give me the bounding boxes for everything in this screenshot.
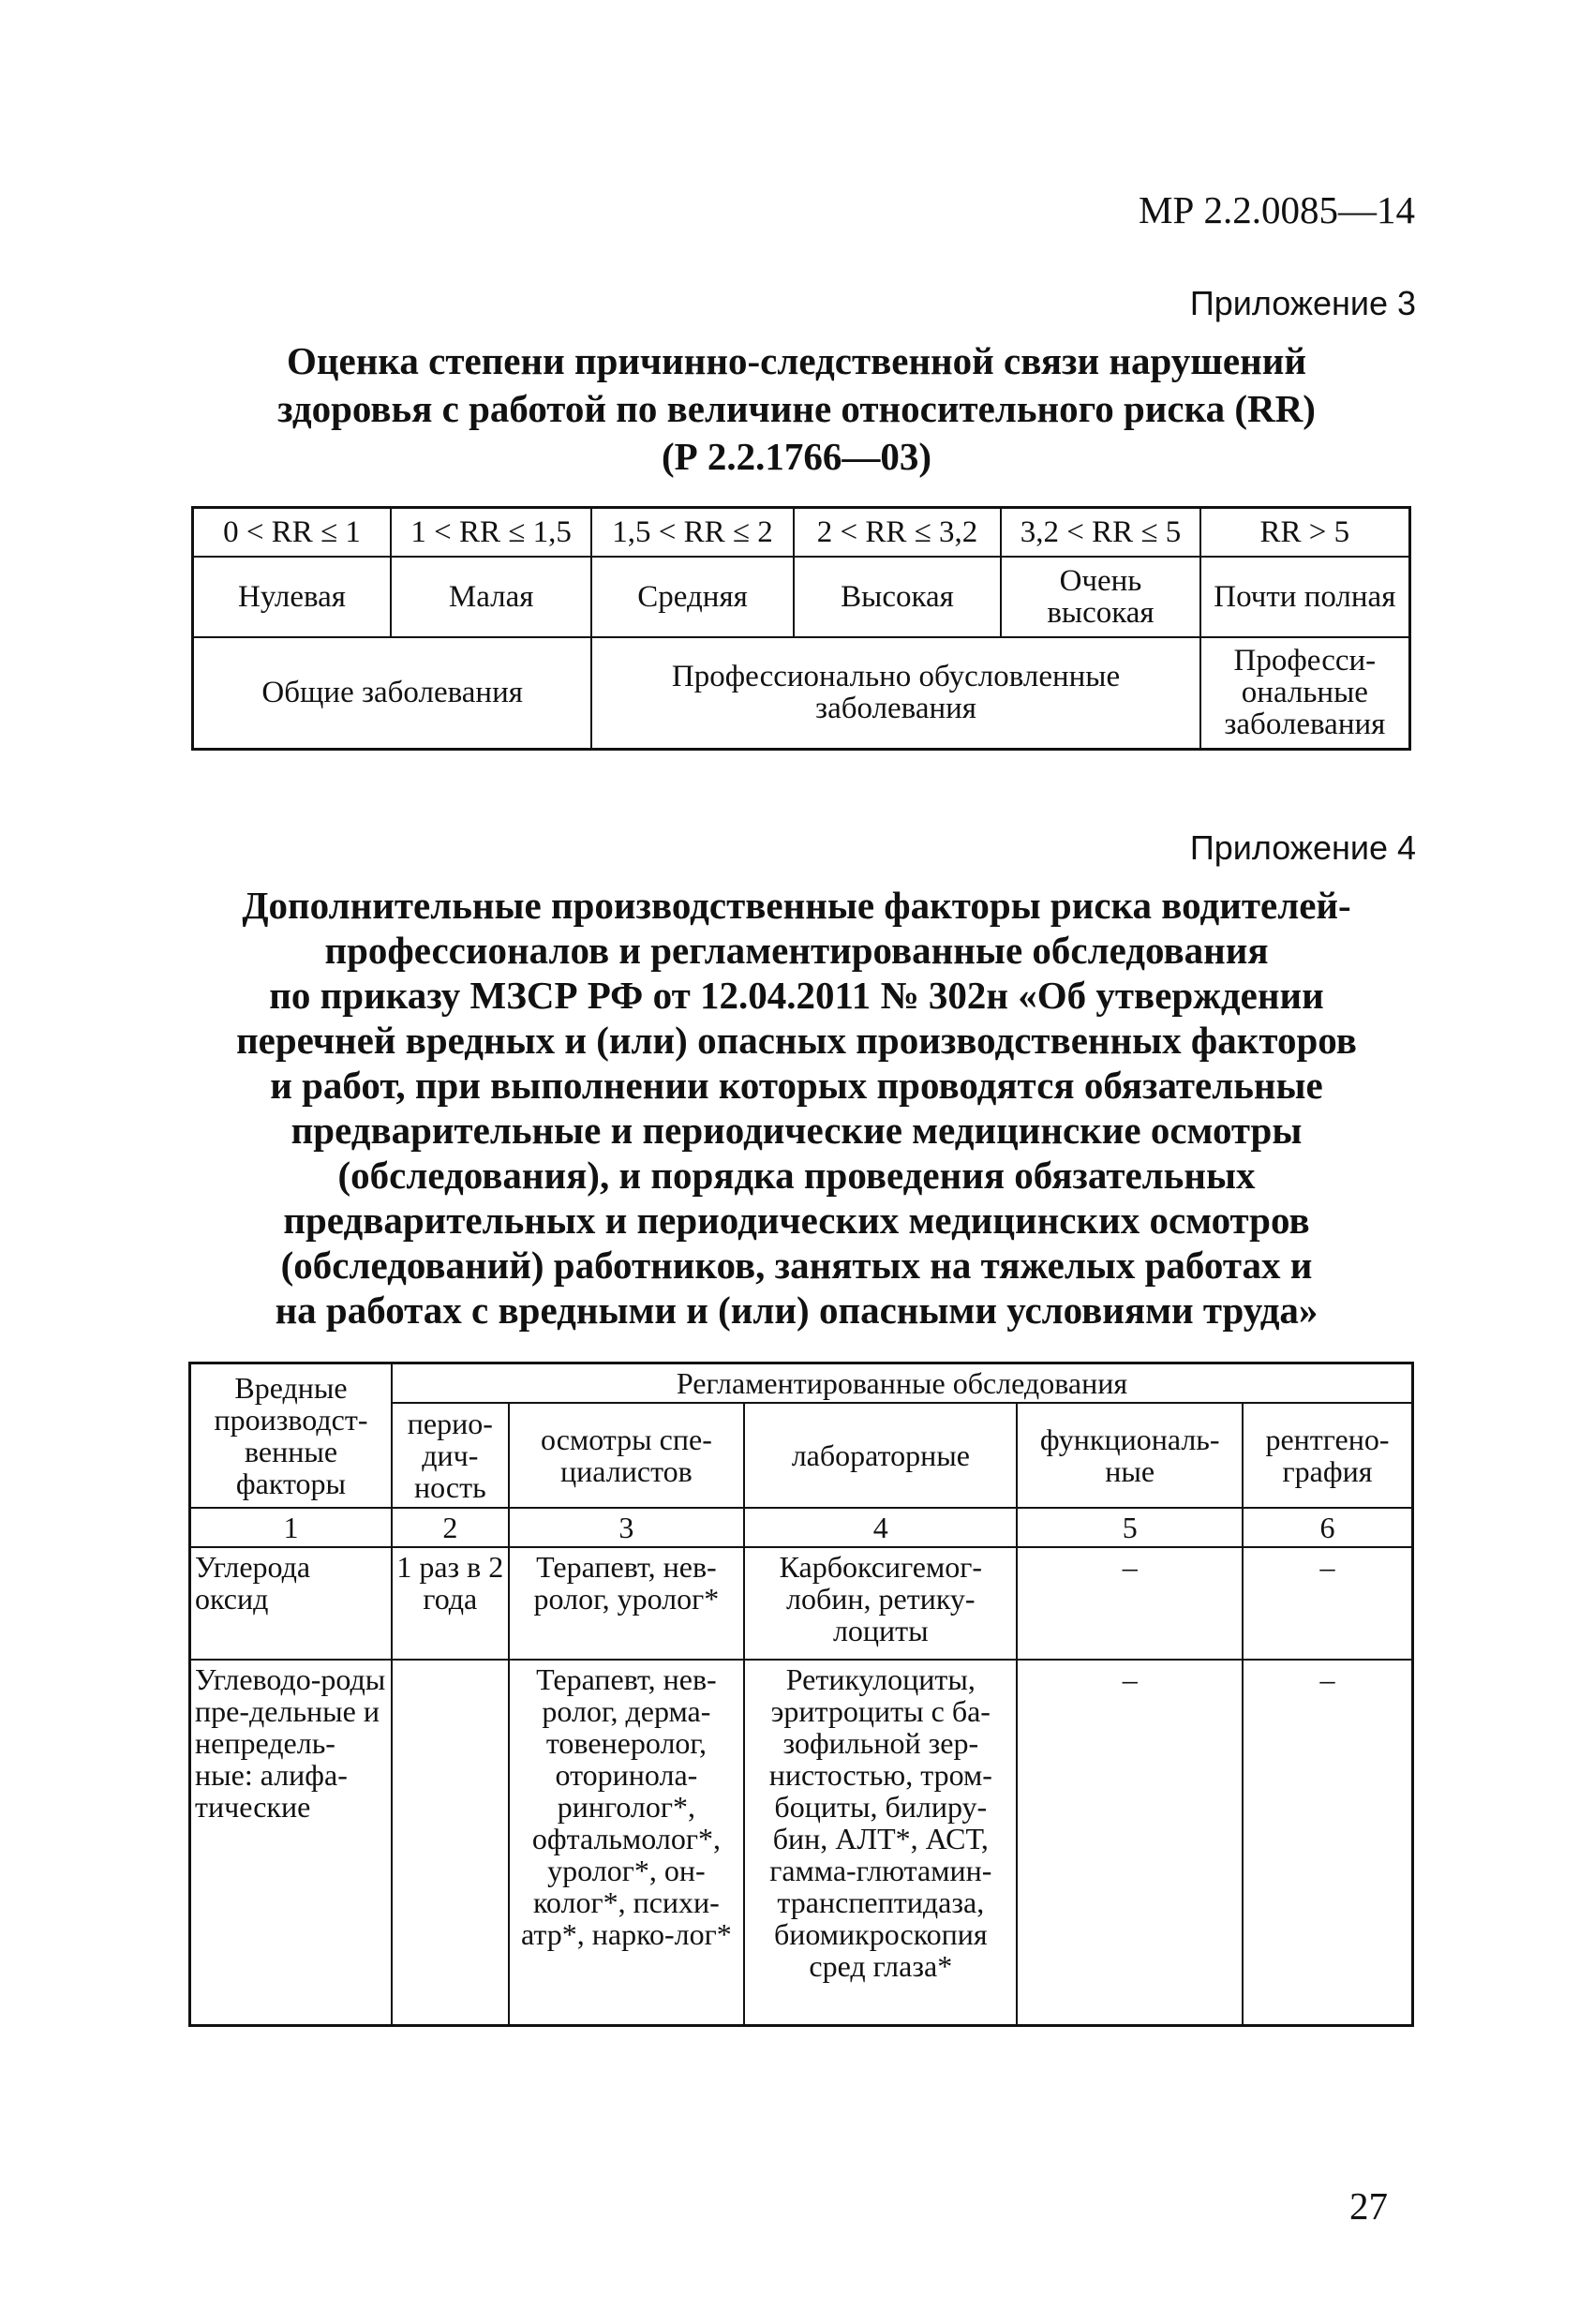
xray-cell: – (1243, 1660, 1413, 2025)
periodicity-cell (392, 1660, 509, 2025)
title-line: Дополнительные производственные факторы риска водителей- (242, 884, 1351, 927)
column-number: 4 (744, 1508, 1017, 1547)
title-line: и работ, при выполнении которых проводятся обязательные (270, 1064, 1323, 1107)
title-line: предварительных и периодических медицинских осмотров (283, 1199, 1310, 1242)
page-number: 27 (1349, 2184, 1388, 2227)
rr-table (191, 506, 1411, 751)
rr-category-cell: Общие заболевания (193, 637, 592, 750)
rr-degree-row (193, 557, 1410, 637)
document-id: МР 2.2.0085—14 (1138, 188, 1415, 231)
column-number: 5 (1017, 1508, 1243, 1547)
rr-degree-cell: Почти полная (1200, 557, 1410, 637)
rr-range-row (193, 508, 1410, 557)
title-line: (обследований) работников, занятых на тяжелых работах и (280, 1244, 1313, 1287)
column-number: 3 (509, 1508, 744, 1547)
title-line: (обследования), и порядка проведения обязательных (337, 1154, 1256, 1197)
title-line: (Р 2.2.1766—03) (661, 435, 932, 478)
header-row (190, 1363, 1413, 1404)
column-number: 1 (190, 1508, 392, 1547)
header-xray: рентгено-графия (1243, 1403, 1413, 1508)
functional-cell: – (1017, 1547, 1243, 1660)
appendix-3-label: Приложение 3 (1189, 284, 1416, 322)
factor-cell: Углеводо-роды пре-дельные и непредель-ные: алифа-тические (190, 1660, 392, 2025)
rr-range-cell: RR > 5 (1200, 508, 1410, 557)
rr-degree-cell: Средняя (591, 557, 793, 637)
rr-range-cell: 1 < RR ≤ 1,5 (391, 508, 591, 557)
header-specialists: осмотры спе-циалистов (509, 1403, 744, 1508)
appendix-4-title (141, 883, 1452, 1333)
risk-factors-table (188, 1362, 1414, 2027)
appendix-4-label: Приложение 4 (1189, 828, 1416, 867)
title-line: здоровья с работой по величине относительного риска (RR) (277, 387, 1316, 430)
functional-cell: – (1017, 1660, 1243, 2025)
header-examinations: Регламентированные обследования (392, 1363, 1413, 1404)
title-line: Оценка степени причинно-следственной связи нарушений (287, 339, 1306, 382)
header-laboratory: лабораторные (744, 1403, 1017, 1508)
header-functional: функциональ-ные (1017, 1403, 1243, 1508)
laboratory-cell: Карбоксигемог-лобин, ретику-лоциты (744, 1547, 1017, 1660)
appendix-3-title (141, 337, 1452, 481)
rr-category-cell: Профессионально обусловленные заболевания (591, 637, 1199, 750)
rr-degree-cell: Малая (391, 557, 591, 637)
laboratory-cell: Ретикулоциты, эритроциты с ба-зофильной зер-нистостью, тром-боциты, билиру-бин, АЛТ*, АСТ, гамма-глютамин-транспептидаза, биомикроскопия сред глаза* (744, 1660, 1017, 2025)
title-line: на работах с вредными и (или) опасными условиями труда» (275, 1289, 1318, 1332)
factor-cell: Углерода оксид (190, 1547, 392, 1660)
specialists-cell: Терапевт, нев-ролог, уролог* (509, 1547, 744, 1660)
rr-category-row (193, 637, 1410, 750)
rr-degree-cell: Нулевая (193, 557, 391, 637)
rr-range-cell: 0 < RR ≤ 1 (193, 508, 391, 557)
rr-category-cell: Професси-ональные заболевания (1200, 637, 1410, 750)
table-row (190, 1660, 1413, 2025)
column-number: 6 (1243, 1508, 1413, 1547)
title-line: предварительные и периодические медицинские осмотры (290, 1109, 1303, 1152)
column-number: 2 (392, 1508, 509, 1547)
table-row (190, 1547, 1413, 1660)
title-line: перечней вредных и (или) опасных производственных факторов (236, 1019, 1357, 1062)
header-periodicity: перио-дич-ность (392, 1403, 509, 1508)
header-factors: Вредные производст-венные факторы (190, 1363, 392, 1509)
specialists-cell: Терапевт, нев-ролог, дерма-товенеролог, оторинола-ринголог*, офтальмолог*, уролог*, он-колог*, психи-атр*, нарко-лог* (509, 1660, 744, 2025)
rr-range-cell: 1,5 < RR ≤ 2 (591, 508, 793, 557)
xray-cell: – (1243, 1547, 1413, 1660)
title-line: профессионалов и регламентированные обследования (324, 929, 1269, 972)
column-number-row (190, 1508, 1413, 1547)
title-line: по приказу МЗСР РФ от 12.04.2011 № 302н «Об утверждении (269, 974, 1324, 1017)
rr-range-cell: 3,2 < RR ≤ 5 (1001, 508, 1199, 557)
rr-range-cell: 2 < RR ≤ 3,2 (794, 508, 1001, 557)
periodicity-cell: 1 раз в 2 года (392, 1547, 509, 1660)
rr-degree-cell: Высокая (794, 557, 1001, 637)
rr-degree-cell: Очень высокая (1001, 557, 1199, 637)
